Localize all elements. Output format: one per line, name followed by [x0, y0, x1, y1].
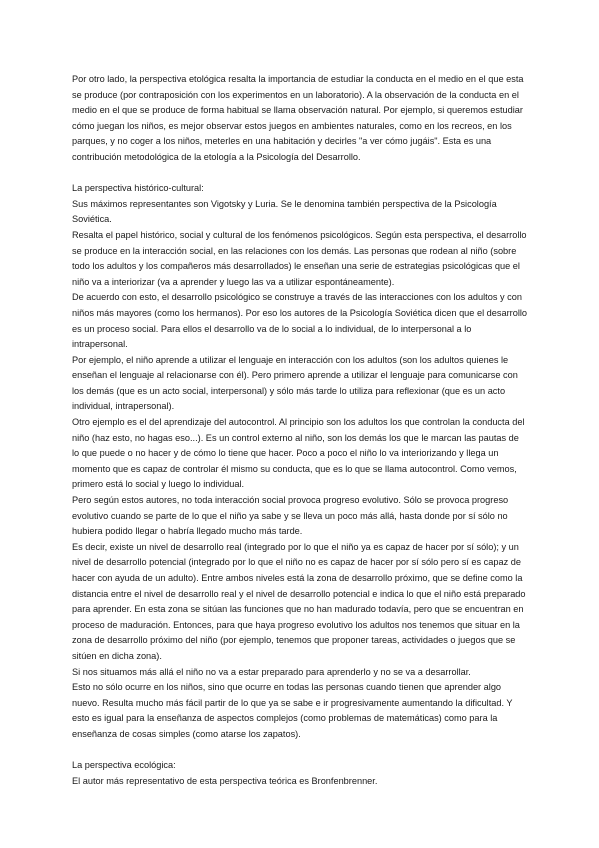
paragraph-ejemplo-lenguaje: Por ejemplo, el niño aprende a utilizar el lenguaje en interacción con los adultos (son los adultos quienes le enseñan el lenguaje al relacionarse con él). Pero primero aprende a utilizar el lenguaje para comunicarse con los demás (que es un acto social, interpersonal) y sólo más tarde lo utiliza para reflexionar (que es un acto individual, intrapersonal).	[72, 354, 518, 412]
paragraph-spacer	[72, 743, 528, 759]
paragraph-ejemplo-autocontrol: Otro ejemplo es el del aprendizaje del autocontrol. Al principio son los adultos los que controlan la conducta del niño (haz esto, no hagas eso...). Es un control externo al niño, son los demás los que le marcan las pautas de lo que puede o no hacer y de cómo lo tiene que hacer. Poco a poco el niño lo va interiorizando y llega un momento que es capaz de controlar él mismo su conducta, que es lo que se llama autocontrol. Como vemos, primero está lo social y luego lo individual.	[72, 417, 525, 490]
paragraph-zona-desarrollo: Es decir, existe un nivel de desarrollo real (integrado por lo que el niño ya es capaz de hacer por sí sólo); y un nivel de desarrollo potencial (integrado por lo que el niño no es capaz de hacer por sí sólo pero sí es capaz de hacer con ayuda de un adulto). Entre ambos niveles está la zona de desarrollo próximo, que se define como la distancia entre el nivel de desarrollo real y el nivel de desarrollo potencial e indica lo que el niño está preparado para aprender. En esta zona se sitúan las funciones que no han madurado todavía, pero que se encuentran en proceso de maduración. Entonces, para que haya progreso evolutivo los adultos nos tenemos que situar en la zona de desarrollo próximo del niño (por ejemplo, tenemos que proponer tareas, actividades o juegos que se sitúen en dicha zona).	[72, 541, 526, 661]
paragraph-papel-historico: Resalta el papel histórico, social y cultural de los fenómenos psicológicos. Según esta perspectiva, el desarrollo se produce en la interacción social, en las relaciones con los demás. Las personas que rodean al niño (sobre todo los adultos y los compañeros más desarrollados) le enseñan una serie de estrategias psicológicas que el niño va a interiorizar (va a aprender y luego las va a utilizar espontáneamente).	[72, 229, 527, 287]
document-body	[72, 72, 528, 789]
paragraph-spacer	[72, 166, 528, 182]
paragraph-bronfenbrenner: El autor más representativo de esta perspectiva teórica es Bronfenbrenner.	[72, 775, 378, 786]
paragraph-representantes: Sus máximos representantes son Vigotsky y Luria. Se le denomina también perspectiva de la Psicología Soviética.	[72, 198, 497, 225]
paragraph-mas-alla: Si nos situamos más allá el niño no va a estar preparado para aprenderlo y no se va a desarrollar.	[72, 666, 471, 677]
paragraph-progreso-evolutivo: Pero según estos autores, no toda interacción social provoca progreso evolutivo. Sólo se provoca progreso evolutivo cuando se parte de lo que el niño ya sabe y se lleva un poco más allá, hasta donde por sí sólo no hubiera podido llegar o habría llegado mucho más tarde.	[72, 495, 509, 537]
section-heading-ecologica: La perspectiva ecológica:	[72, 760, 176, 771]
paragraph-todas-personas: Esto no sólo ocurre en los niños, sino que ocurre en todas las personas cuando tienen que aprender algo nuevo. Resulta mucho más fácil partir de lo que ya se sabe e ir progresivamente aumentando la dificultad. Y esto es igual para la enseñanza de aspectos complejos (como problemas de matemáticas) como para la enseñanza de cosas simples (como atarse los zapatos).	[72, 682, 513, 739]
paragraph-etologica: Por otro lado, la perspectiva etológica resalta la importancia de estudiar la conducta en el medio en el que esta se produce (por contraposición con los experimentos en un laboratorio). A la observación de la conducta en el medio en el que se produce de forma habitual se llama observación natural. Por ejemplo, si queremos estudiar cómo juegan los niños, es mejor observar estos juegos en ambientes naturales, como en los recreos, en los parques, y no coger a los niños, meterles en una habitación y decirles "a ver cómo jugáis". Esta es una contribución metodológica de la etología a la Psicología del Desarrollo.	[72, 74, 524, 162]
paragraph-desarrollo-social: De acuerdo con esto, el desarrollo psicológico se construye a través de las interacciones con los adultos y con niños más mayores (como los hermanos). Por eso los autores de la Psicología Soviética dicen que el desarrollo es un proceso social. Para ellos el desarrollo va de lo social a lo individual, de lo interpersonal a lo intrapersonal.	[72, 292, 528, 350]
section-heading-historico-cultural: La perspectiva histórico-cultural:	[72, 183, 204, 194]
